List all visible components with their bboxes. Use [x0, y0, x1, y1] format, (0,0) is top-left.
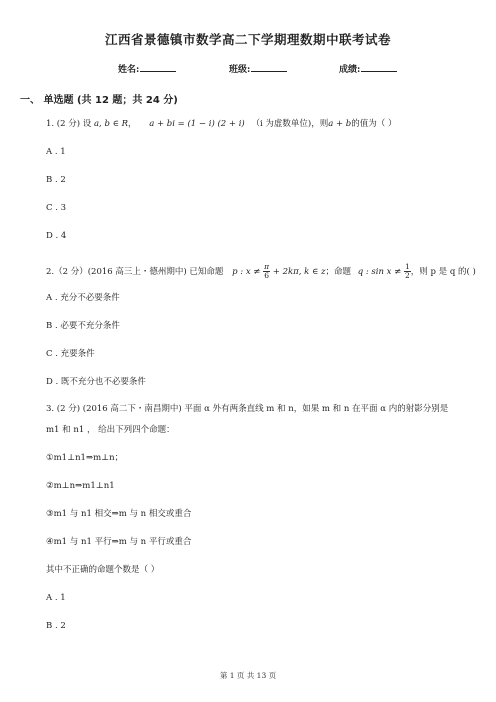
- q3-proposition-2: ②m⊥n⇒m1⊥n1: [46, 481, 115, 491]
- q1-option-b: B . 2: [46, 175, 66, 185]
- page-title: 江西省景德镇市数学高二下学期理数期中联考试卷: [104, 32, 391, 47]
- class-field: [229, 62, 287, 75]
- question-3-line-1: 3. (2 分) (2016 高二下・南昌期中) 平面 α 外有两条直线 m 和 n，如果 m 和 n 在平面 α 内的射影分别是: [46, 404, 449, 414]
- q2-mid: ；命题: [325, 267, 351, 277]
- q2-tail: ，则 p 是 q 的( ): [410, 267, 476, 277]
- q2-p-label: p: [232, 267, 238, 277]
- class-blank: [251, 62, 287, 72]
- score-blank: [361, 62, 397, 72]
- question-2: [46, 263, 476, 280]
- score-label: 成绩:: [339, 65, 361, 75]
- class-label: 班级:: [229, 65, 251, 75]
- q3-option-b: B . 2: [46, 621, 66, 631]
- q1-suffix: （i 为虚数单位)，则: [251, 119, 329, 129]
- q1-equation: a + bi = (1 − i) (2 + i): [149, 119, 245, 129]
- q3-question: 其中不正确的命题个数是（ ）: [46, 565, 160, 575]
- name-blank: [140, 62, 176, 72]
- q2-prefix: 2.（2 分）(2016 高三上・德州期中) 已知命题: [46, 267, 224, 277]
- q2-q-expr: q : sin x ≠: [357, 267, 402, 277]
- question-3-line-2: m1 和 n1 ， 给出下列四个命题：: [46, 425, 175, 435]
- question-1: [46, 118, 396, 130]
- q2-p-expr-a: : x ≠: [240, 267, 261, 277]
- q2-option-d: D . 既不充分也不必要条件: [46, 377, 146, 387]
- q2-option-c: C . 充要条件: [46, 349, 95, 359]
- q1-sep: ，: [127, 119, 137, 129]
- student-info-row: [0, 62, 496, 76]
- q2-option-b: B . 必要不充分条件: [46, 321, 120, 331]
- q3-option-a: A . 1: [46, 593, 66, 603]
- q1-option-a: A . 1: [46, 147, 66, 157]
- q1-option-d: D . 4: [46, 231, 67, 241]
- section-heading: 一、 单选题 (共 12 题；共 24 分): [20, 95, 178, 106]
- q1-option-c: C . 3: [46, 203, 67, 213]
- q1-vars: a, b ∈ R: [93, 119, 128, 129]
- q1-tail: 的值为（ ）: [351, 119, 397, 129]
- q2-q-fraction: $\frac{1}{2}$: [405, 262, 410, 280]
- q2-p-expr-b: + 2kπ, k ∈ z: [272, 267, 326, 277]
- q1-prefix: 1. (2 分) 设: [46, 119, 92, 129]
- q2-option-a: A . 充分不必要条件: [46, 293, 120, 303]
- name-label: 姓名:: [118, 65, 140, 75]
- q1-target: a + b: [328, 119, 352, 129]
- q3-proposition-1: ①m1⊥n1⇒m⊥n；: [46, 453, 124, 463]
- page-footer: 第 1 页 共 13 页: [219, 671, 277, 680]
- name-field: [118, 62, 176, 75]
- q3-proposition-3: ③m1 与 n1 相交⇒m 与 n 相交或重合: [46, 509, 192, 519]
- q2-p-fraction: $\frac{\pi}{6}$: [264, 262, 270, 280]
- score-field: [339, 62, 397, 75]
- q3-proposition-4: ④m1 与 n1 平行⇒m 与 n 平行或重合: [46, 537, 192, 547]
